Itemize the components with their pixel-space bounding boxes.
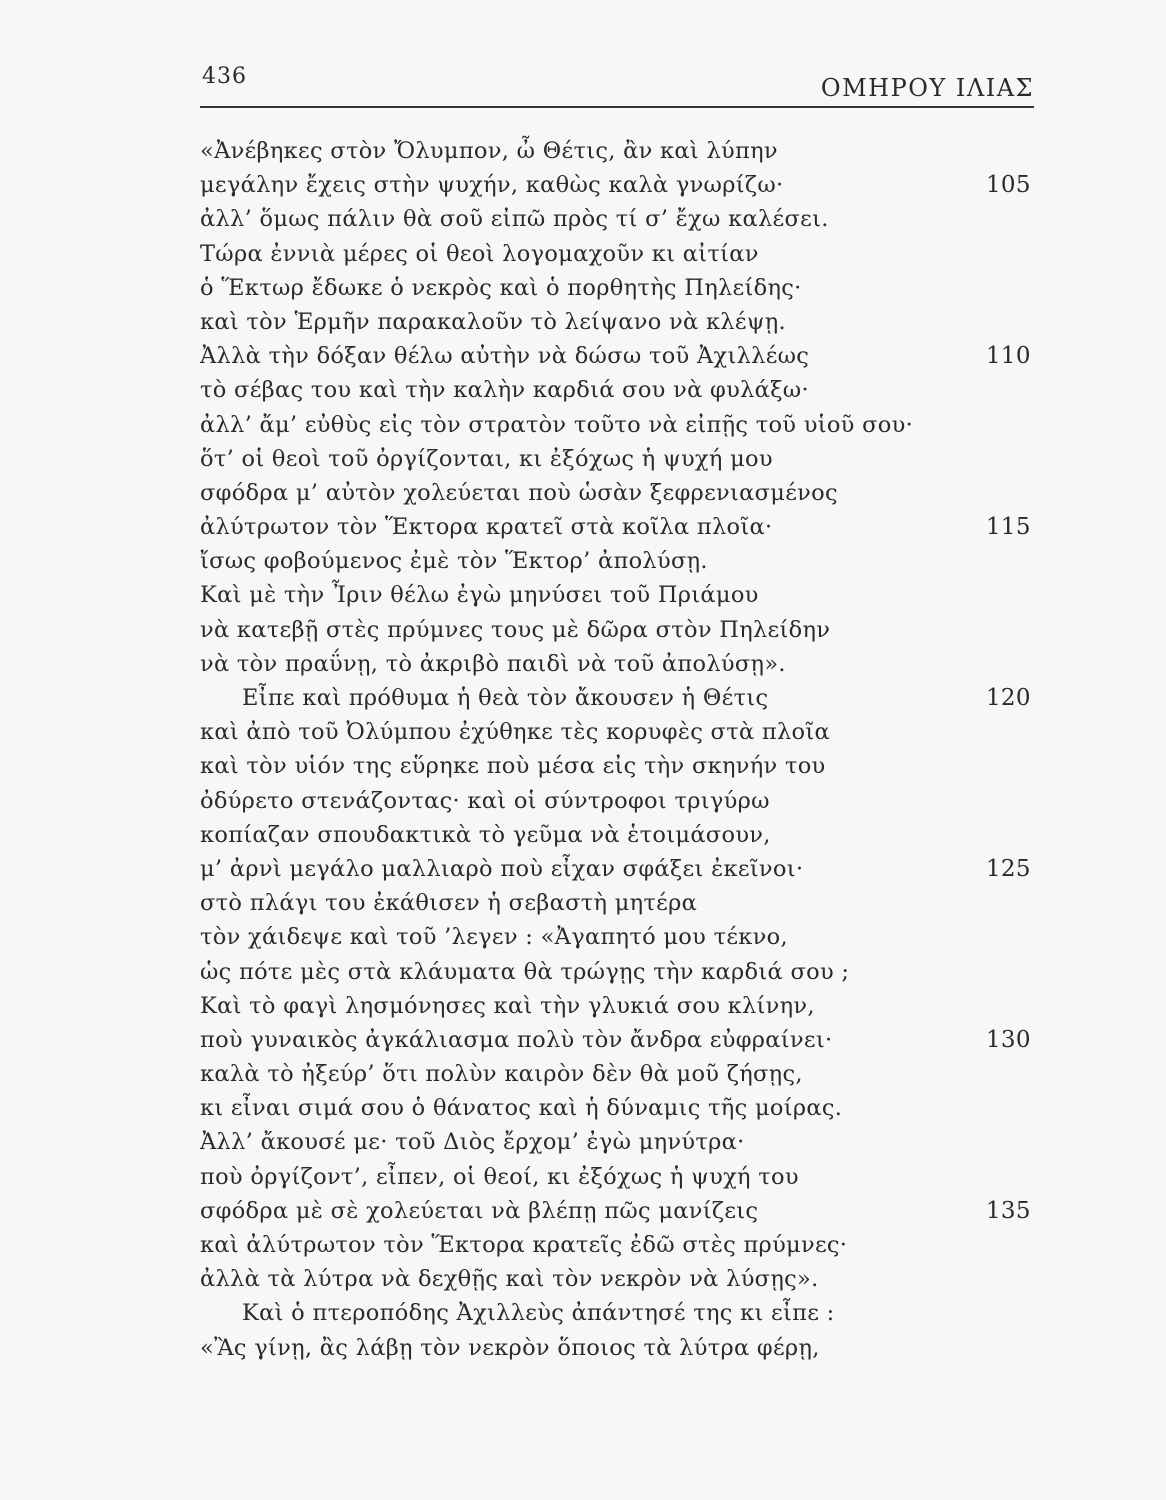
verse-line — [200, 1296, 1050, 1330]
verse-text: Τώρα ἐννιὰ μέρες οἱ θεοὶ λογομαχοῦν κι αἰτίαν — [200, 240, 759, 267]
verse-text: Εἶπε καὶ πρόθυμα ἡ θεὰ τὸν ἄκουσεν ἡ Θέτις — [242, 685, 769, 711]
verse-text: ἴσως φοβούμενος ἐμὲ τὸν Ἕκτορ’ ἀπολύσῃ. — [200, 548, 708, 575]
verse-text: στὸ πλάγι του ἐκάθισεν ἡ σεβαστὴ μητέρα — [200, 890, 698, 917]
line-number: 135 — [986, 1197, 1031, 1224]
verse-block — [200, 134, 1050, 1365]
page-number: 436 — [202, 64, 247, 89]
verse-line — [200, 613, 1050, 647]
verse-line — [200, 408, 1050, 442]
line-number: 130 — [986, 1026, 1031, 1053]
verse-line — [200, 1160, 1050, 1194]
verse-text: ποὺ γυναικὸς ἀγκάλιασμα πολὺ τὸν ἄνδρα εὐφραίνει· — [200, 1026, 833, 1053]
verse-text: καὶ ἀλύτρωτον τὸν Ἕκτορα κρατεῖς ἐδῶ στὲς πρύμνες· — [200, 1232, 848, 1258]
verse-text: μ’ ἀρνὶ μεγάλο μαλλιαρὸ ποὺ εἶχαν σφάξει ἐκεῖνοι· — [200, 855, 804, 882]
verse-line — [200, 578, 1050, 612]
verse-text: καὶ ἀπὸ τοῦ Ὀλύμπου ἐχύθηκε τὲς κορυφὲς στὰ πλοῖα — [200, 719, 831, 746]
line-number: 120 — [986, 685, 1031, 711]
verse-line — [200, 510, 1050, 544]
verse-line — [200, 1057, 1050, 1091]
verse-text: Καὶ μὲ τὴν Ἶριν θέλω ἐγὼ μηνύσει τοῦ Πριάμου — [200, 582, 759, 609]
verse-text: νὰ κατεβῇ στὲς πρύμνες τους μὲ δῶρα στὸν Πηλείδην — [200, 616, 831, 643]
verse-text: ὅτ’ οἱ θεοὶ τοῦ ὀργίζονται, κι ἐξόχως ἡ ψυχή μου — [200, 445, 773, 472]
verse-text: Ἀλλ’ ἄκουσέ με· τοῦ Διὸς ἔρχομ’ ἐγὼ μηνύτρα· — [200, 1129, 745, 1156]
verse-text: «Ἀνέβηκες στὸν Ὄλυμπον, ὦ Θέτις, ἂν καὶ λύπην — [200, 138, 778, 164]
verse-text: ὀδύρετο στενάζοντας· καὶ οἱ σύντροφοι τριγύρω — [200, 787, 770, 814]
verse-text: ἀλλ’ ὅμως πάλιν θὰ σοῦ εἰπῶ πρὸς τί σ’ ἔχω καλέσει. — [200, 206, 829, 233]
verse-line — [200, 237, 1050, 271]
verse-text: καὶ τὸν Ἑρμῆν παρακαλοῦν τὸ λείψανο νὰ κλέψῃ. — [200, 308, 786, 335]
line-number: 110 — [986, 343, 1031, 370]
line-number: 105 — [986, 172, 1031, 199]
verse-line — [200, 647, 1050, 681]
verse-text: ὡς πότε μὲς στὰ κλάυματα θὰ τρώγῃς τὴν καρδιά σου ; — [200, 958, 850, 985]
verse-line — [200, 989, 1050, 1023]
verse-line — [200, 134, 1050, 168]
verse-line — [200, 852, 1050, 886]
verse-line — [200, 476, 1050, 510]
verse-text: σφόδρα μὲ σὲ χολεύεται νὰ βλέπῃ πῶς μανίζεις — [200, 1197, 759, 1224]
verse-line — [200, 339, 1050, 373]
verse-line — [200, 818, 1050, 852]
line-number: 115 — [986, 514, 1031, 541]
verse-line — [200, 1262, 1050, 1296]
verse-line — [200, 1228, 1050, 1262]
verse-line — [200, 442, 1050, 476]
verse-line — [200, 1331, 1050, 1365]
verse-line — [200, 681, 1050, 715]
verse-line — [200, 1125, 1050, 1159]
verse-text: κοπίαζαν σπουδακτικὰ τὸ γεῦμα νὰ ἑτοιμάσουν, — [200, 821, 771, 848]
verse-text: ἀλύτρωτον τὸν Ἕκτορα κρατεῖ στὰ κοῖλα πλοῖα· — [200, 514, 773, 541]
verse-text: καλὰ τὸ ἠξεύρ’ ὅτι πολὺν καιρὸν δὲν θὰ μοῦ ζήσῃς, — [200, 1061, 803, 1088]
verse-text: τὸ σέβας του καὶ τὴν καλὴν καρδιά σου νὰ φυλάξω· — [200, 377, 809, 404]
verse-text: καὶ τὸν υἱόν της εὕρηκε ποὺ μέσα εἰς τὴν σκηνήν του — [200, 753, 826, 780]
line-number: 125 — [986, 855, 1031, 882]
verse-line — [200, 373, 1050, 407]
verse-text: ὁ Ἕκτωρ ἔδωκε ὁ νεκρὸς καὶ ὁ πορθητὴς Πηλείδης· — [200, 274, 802, 301]
verse-text: σφόδρα μ’ αὐτὸν χολεύεται ποὺ ὡσὰν ξεφρενιασμένος — [200, 479, 838, 506]
verse-line — [200, 955, 1050, 989]
verse-line — [200, 202, 1050, 236]
verse-text: μεγάλην ἔχεις στὴν ψυχήν, καθὼς καλὰ γνωρίζω· — [200, 172, 784, 199]
verse-line — [200, 271, 1050, 305]
verse-text: τὸν χάιδεψε καὶ τοῦ ’λεγεν : «Ἀγαπητό μου τέκνο, — [200, 924, 788, 951]
verse-line — [200, 749, 1050, 783]
verse-line — [200, 1091, 1050, 1125]
verse-line — [200, 305, 1050, 339]
header-rule — [200, 106, 1034, 108]
verse-line — [200, 544, 1050, 578]
verse-text: ἀλλ’ ἄμ’ εὐθὺς εἰς τὸν στρατὸν τοῦτο νὰ εἰπῇς τοῦ υἱοῦ σου· — [200, 411, 914, 438]
verse-text: Καὶ τὸ φαγὶ λησμόνησες καὶ τὴν γλυκιά σου κλίνην, — [200, 992, 815, 1019]
verse-text: Καὶ ὁ πτεροπόδης Ἀχιλλεὺς ἀπάντησέ της κι εἶπε : — [242, 1300, 835, 1327]
running-head: ΟΜΗΡΟΥ ΙΛΙΑΣ — [820, 74, 1034, 102]
verse-line — [200, 920, 1050, 954]
verse-text: «Ἂς γίνῃ, ἂς λάβῃ τὸν νεκρὸν ὅποιος τὰ λύτρα φέρῃ, — [200, 1334, 820, 1361]
verse-line — [200, 168, 1050, 202]
verse-text: ἀλλὰ τὰ λύτρα νὰ δεχθῇς καὶ τὸν νεκρὸν νὰ λύσῃς». — [200, 1266, 819, 1293]
verse-text: κι εἶναι σιμά σου ὁ θάνατος καὶ ἡ δύναμις τῆς μοίρας. — [200, 1095, 843, 1122]
verse-line — [200, 886, 1050, 920]
verse-text: νὰ τὸν πραΰνῃ, τὸ ἀκριβὸ παιδὶ νὰ τοῦ ἀπολύσῃ». — [200, 650, 786, 677]
verse-text: ποὺ ὀργίζοντ’, εἶπεν, οἱ θεοί, κι ἐξόχως ἡ ψυχή του — [200, 1163, 799, 1190]
verse-text: Ἀλλὰ τὴν δόξαν θέλω αὐτὴν νὰ δώσω τοῦ Ἀχιλλέως — [200, 343, 810, 370]
verse-line — [200, 784, 1050, 818]
verse-line — [200, 1023, 1050, 1057]
verse-line — [200, 715, 1050, 749]
verse-line — [200, 1194, 1050, 1228]
